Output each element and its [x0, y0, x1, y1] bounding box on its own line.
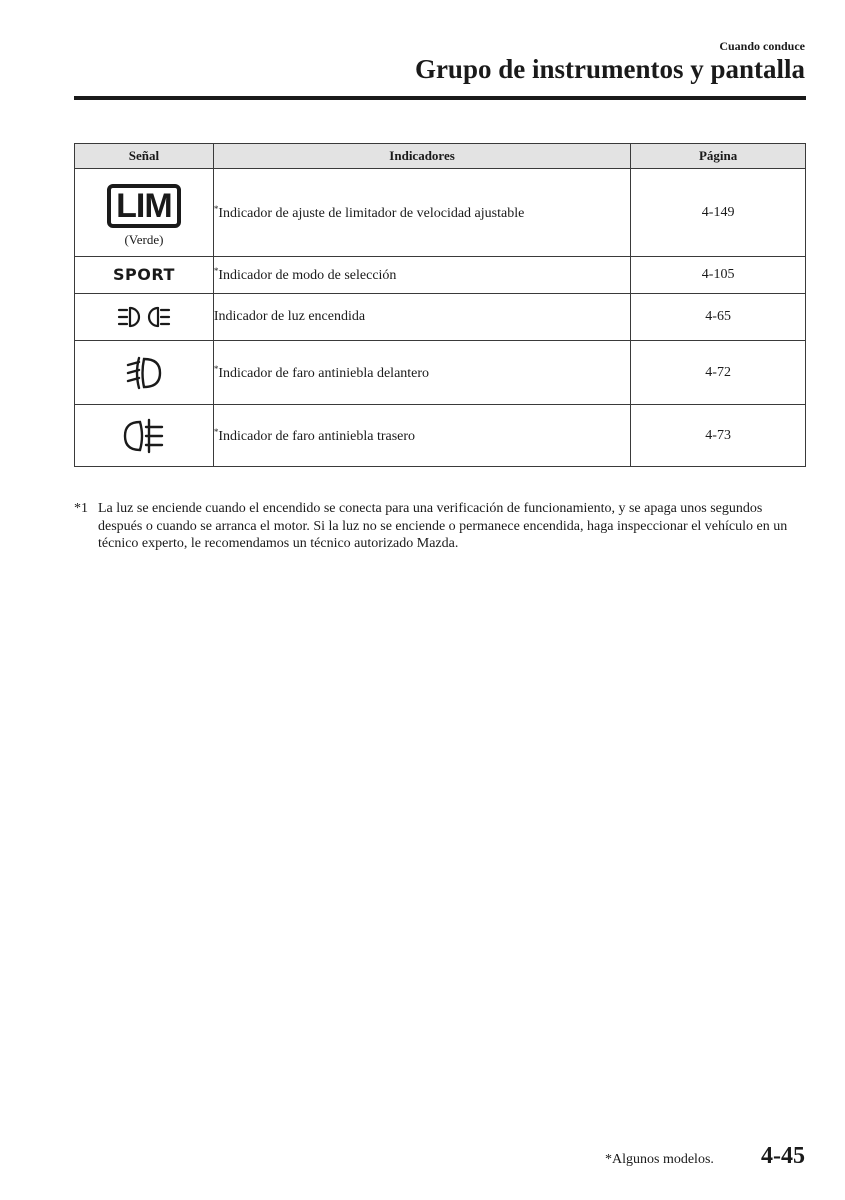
signal-cell [75, 257, 214, 294]
table-row [75, 341, 806, 405]
indicator-description [213, 169, 630, 257]
indicator-description [213, 405, 630, 467]
indicator-description-text: Indicador de modo de selección [218, 268, 397, 283]
table-row [75, 169, 806, 257]
indicator-description [213, 257, 630, 294]
signal-cell [75, 405, 214, 467]
footnote [74, 500, 809, 553]
table-row [75, 257, 806, 294]
signal-cell [75, 169, 214, 257]
indicator-table [74, 143, 806, 467]
page-reference: 4-149 [631, 169, 806, 257]
indicator-description [213, 341, 630, 405]
page-reference: 4-73 [631, 405, 806, 467]
footer-note: *Algunos modelos. [605, 1152, 714, 1167]
page-reference: 4-72 [631, 341, 806, 405]
table-row [75, 405, 806, 467]
signal-caption: (Verde) [124, 231, 164, 247]
page-number: 4-45 [761, 1143, 805, 1169]
footnote-marker: *1 [74, 501, 88, 516]
optional-marker: * [213, 266, 219, 276]
footnote-text: La luz se enciende cuando el encendido se conecta para una verificación de funcionamiento, y se apaga unos segundos después o cuando se arranca el motor. Si la luz no se enciende o permanece encendida, haga inspeccionar el vehículo en un técnico experto, le recomendamos un técnico autorizado Mazda. [98, 501, 788, 551]
column-header-signal: Señal [75, 144, 214, 169]
page-reference: 4-105 [631, 257, 806, 294]
column-header-indicators: Indicadores [213, 144, 630, 169]
indicator-description-text: Indicador de faro antiniebla trasero [218, 428, 416, 444]
page-title: Grupo de instrumentos y pantalla [414, 54, 805, 84]
column-header-page: Página [631, 144, 806, 169]
table-row [75, 294, 806, 341]
optional-marker: * [213, 426, 219, 437]
optional-marker: * [213, 203, 219, 214]
signal-cell [75, 294, 214, 341]
title-rule [74, 96, 806, 100]
table-header-row [75, 144, 806, 169]
rear-fog-light-icon [123, 416, 165, 456]
position-lights-icon [117, 304, 171, 330]
front-fog-light-icon [124, 353, 164, 393]
lim-speed-limiter-icon: LIM [107, 184, 181, 228]
page-reference: 4-65 [631, 294, 806, 341]
section-label: Cuando conduce [719, 39, 805, 53]
signal-cell [75, 341, 214, 405]
optional-marker: * [213, 363, 219, 374]
indicator-description-text: Indicador de faro antiniebla delantero [218, 365, 430, 381]
indicator-description-text: Indicador de ajuste de limitador de velocidad ajustable [218, 205, 525, 221]
indicator-description: Indicador de luz encendida [213, 294, 630, 341]
sport-mode-icon: SPORT [113, 265, 175, 284]
